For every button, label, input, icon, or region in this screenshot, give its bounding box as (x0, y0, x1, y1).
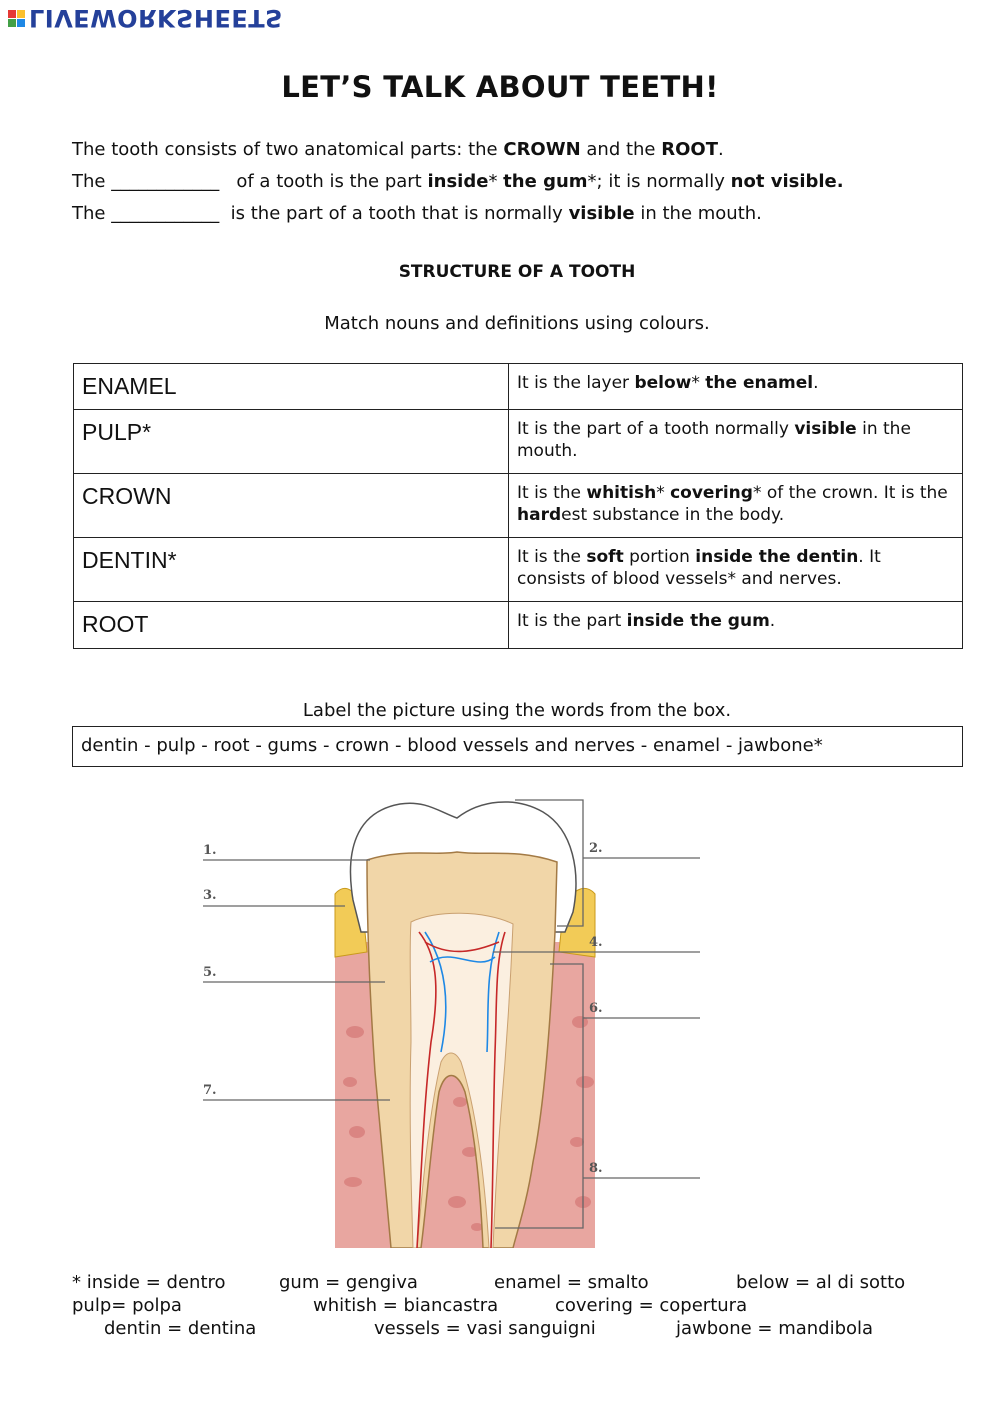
word-box: dentin - pulp - root - gums - crown - blood vessels and nerves - enamel - jawbone* (72, 726, 963, 767)
label-5: 5. (203, 965, 217, 980)
glossary-gum: gum = gengiva (279, 1272, 418, 1293)
noun-enamel[interactable]: ENAMEL (74, 364, 509, 410)
noun-root[interactable]: ROOT (74, 602, 509, 649)
glossary-vessels: vessels = vasi sanguigni (374, 1318, 596, 1339)
table-row (74, 602, 963, 649)
glossary-enamel: enamel = smalto (494, 1272, 649, 1293)
logo-text: LIVEWORKSHEETS (29, 4, 283, 32)
definition-2[interactable]: It is the part of a tooth normally visible in the mouth. (509, 410, 963, 474)
definition-3[interactable]: It is the whitish* covering* of the crown. It is the hardest substance in the body. (509, 474, 963, 538)
noun-dentin[interactable]: DENTIN* (74, 538, 509, 602)
liveworksheets-logo (8, 4, 283, 32)
glossary-inside: * inside = dentro (72, 1272, 226, 1293)
match-instruction: Match nouns and definitions using colours. (324, 313, 710, 334)
logo-blocks-icon (8, 10, 25, 27)
glossary-pulp: pulp= polpa (72, 1295, 182, 1316)
definition-1[interactable]: It is the layer below* the enamel. (509, 364, 963, 410)
structure-heading: STRUCTURE OF A TOOTH (398, 262, 636, 282)
table-row (74, 364, 963, 410)
label-6: 6. (589, 1001, 603, 1016)
definition-4[interactable]: It is the soft portion inside the dentin. It consists of blood vessels* and nerves. (509, 538, 963, 602)
definition-5[interactable]: It is the part inside the gum. (509, 602, 963, 649)
match-table (73, 363, 963, 649)
noun-crown[interactable]: CROWN (74, 474, 509, 538)
label-1: 1. (203, 843, 217, 858)
label-4: 4. (589, 935, 603, 950)
glossary-dentin: dentin = dentina (104, 1318, 257, 1339)
glossary-covering: covering = copertura (555, 1295, 748, 1316)
glossary-below: below = al di sotto (736, 1272, 906, 1293)
table-row (74, 410, 963, 474)
glossary-jawbone: jawbone = mandibola (676, 1318, 874, 1339)
intro-line-1: The tooth consists of two anatomical parts: the CROWN and the ROOT. (72, 139, 724, 160)
glossary-whitish: whitish = biancastra (313, 1295, 499, 1316)
tooth-diagram (195, 782, 715, 1248)
intro-line-3: The ____________ is the part of a tooth that is normally visible in the mouth. (72, 203, 762, 224)
intro-line-2: The ____________ of a tooth is the part inside* the gum*; it is normally not visible. (72, 171, 844, 192)
label-8: 8. (589, 1161, 603, 1176)
label-3: 3. (203, 888, 217, 903)
label-2: 2. (589, 841, 603, 856)
label-instruction: Label the picture using the words from the box. (302, 700, 732, 721)
label-7: 7. (203, 1083, 217, 1098)
table-row (74, 538, 963, 602)
table-row (74, 474, 963, 538)
noun-pulp[interactable]: PULP* (74, 410, 509, 474)
page-title: LET’S TALK ABOUT TEETH! (281, 70, 719, 104)
